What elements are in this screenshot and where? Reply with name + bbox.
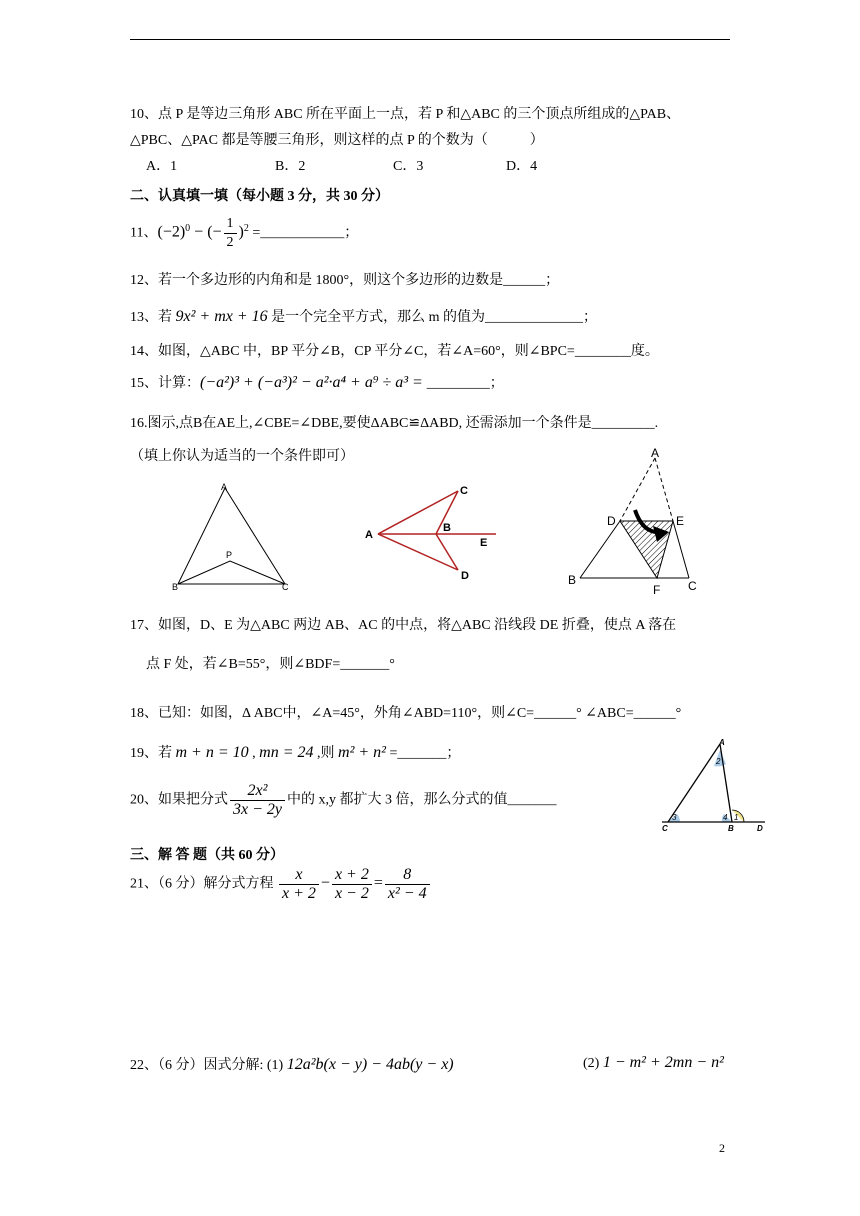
q22-math2: 1 − m² + 2mn − n² — [602, 1054, 724, 1071]
q12: 12、若一个多边形的内角和是 1800°，则这个多边形的边数是______； — [130, 273, 560, 288]
page-number: 2 — [719, 1141, 725, 1155]
q19-math-c: m² + n² — [338, 744, 386, 761]
fig1-label-c: C — [282, 582, 289, 592]
q21-label: 21、（6 分）解分式方程 — [130, 876, 274, 892]
q21 — [130, 866, 432, 903]
q21-fraction-3 — [385, 866, 430, 903]
fig4-label-a: A — [719, 738, 725, 747]
q20-label: 20、如果把分式 — [130, 792, 228, 808]
section-2-title: 二、认真填一填（每小题 3 分，共 30 分） — [130, 189, 389, 204]
fig2-label-e: E — [480, 537, 488, 549]
fig2-label-c: C — [460, 485, 468, 497]
figure-triangle-p — [165, 478, 300, 593]
q11-den: 2 — [226, 235, 234, 250]
q22-part2 — [583, 1054, 724, 1072]
fig4-label-d: D — [757, 824, 763, 833]
q21-equals: = — [373, 874, 383, 892]
q21-f2-num: x + 2 — [332, 866, 372, 885]
fig1-label-p: P — [226, 550, 233, 560]
fig3-label-f: F — [653, 583, 661, 597]
q21-f1-den: x + 2 — [282, 885, 316, 902]
q20-fraction — [230, 782, 285, 819]
q20-tail: 中的 x,y 都扩大 3 倍，那么分式的值_______ — [287, 792, 557, 808]
fig2-label-d: D — [461, 570, 469, 582]
q10-option-b: B．2 — [275, 159, 306, 174]
q19 — [130, 742, 460, 762]
fig4-label-c: C — [662, 824, 668, 833]
q21-f2-den: x − 2 — [334, 885, 369, 902]
fig2-label-b: B — [443, 522, 451, 534]
figure-congruent-lines — [362, 480, 502, 585]
fig3-label-d: D — [607, 514, 616, 528]
q22-part1 — [130, 1054, 454, 1074]
fig4-angle-1: 1 — [734, 813, 739, 822]
fig1-label-b: B — [172, 582, 179, 592]
q10-option-a: A．1 — [146, 159, 178, 174]
q11-base: (−2) — [157, 223, 186, 241]
header-rule — [130, 39, 730, 40]
q10-line1: 10、点 P 是等边三角形 ABC 所在平面上一点，若 P 和△ABC 的三个顶点所组成的△PAB、 — [130, 107, 681, 122]
q19-then: ,则 — [313, 746, 339, 761]
q16-line2: （填上你认为适当的一个条件即可） — [130, 449, 354, 464]
q11-exp2: 2 — [243, 223, 249, 235]
q11-exp0: 0 — [185, 223, 191, 235]
q17-line2: 点 F 处，若∠B=55°，则∠BDF=_______° — [146, 657, 395, 672]
section-3-title: 三、解 答 题（共 60 分） — [130, 848, 284, 863]
fig4-angle-4: 4 — [723, 813, 728, 822]
q13 — [130, 306, 597, 326]
q21-fraction-1 — [279, 866, 319, 903]
q11-blank: =____________； — [248, 225, 359, 241]
figure-folded-triangle — [565, 444, 700, 599]
fig3-label-a: A — [651, 446, 660, 460]
q15 — [130, 372, 504, 392]
q22-label2: (2) — [583, 1056, 603, 1071]
q21-minus: − — [320, 874, 330, 892]
q11-fraction — [224, 215, 237, 252]
q16-line1: 16.图示,点B在AE上,∠CBE=∠DBE,要使ΔABC≌ΔABD, 还需添加一个条件是_________. — [130, 416, 659, 431]
fig1-label-a: A — [221, 482, 228, 492]
q19-sep: , — [248, 746, 260, 761]
fig4-angle-2: 2 — [716, 757, 721, 766]
q18: 18、已知：如图，Δ ABC中，∠A=45°，外角∠ABD=110°，则∠C=______° ∠ABC=______° — [130, 706, 682, 721]
q21-fraction-2 — [332, 866, 372, 903]
q13-math: 9x² + mx + 16 — [175, 308, 268, 325]
fig3-label-c: C — [688, 579, 697, 593]
fig4-label-b: B — [728, 824, 734, 833]
q22-label: 22、（6 分）因式分解: (1) — [130, 1058, 287, 1073]
q10-option-c: C．3 — [393, 159, 424, 174]
fig3-label-e: E — [676, 514, 685, 528]
q11-label: 11、 — [130, 225, 158, 241]
q10-option-d: D．4 — [506, 159, 538, 174]
q14: 14、如图，△ABC 中，BP 平分∠B，CP 平分∠C，若∠A=60°，则∠BPC=________度。 — [130, 344, 659, 359]
q19-label: 19、若 — [130, 746, 176, 761]
figure-exterior-angle — [660, 736, 770, 834]
q10-line2: △PBC、△PAC 都是等腰三角形，则这样的点 P 的个数为（ ） — [130, 133, 544, 148]
q19-math-a: m + n = 10 — [175, 744, 249, 761]
q21-f3-num: 8 — [385, 866, 430, 885]
q15-math: (−a²)³ + (−a³)² − a²·a⁴ + a⁹ ÷ a³ = — [200, 374, 427, 391]
q11-num: 1 — [224, 215, 237, 234]
fig4-angle-3: 3 — [672, 813, 677, 822]
q15-label: 15、计算： — [130, 376, 200, 391]
q21-f3-den: x² − 4 — [387, 885, 427, 902]
q20-num: 2x² — [230, 782, 285, 801]
fig2-label-a: A — [365, 529, 373, 541]
q11-minus: − (− — [190, 223, 222, 241]
q20 — [130, 782, 557, 819]
fig3-label-b: B — [568, 573, 577, 587]
q13-tail: 是一个完全平方式，那么 m 的值为______________； — [267, 310, 598, 325]
q15-blank: _________； — [426, 376, 504, 391]
q21-f1-num: x — [279, 866, 319, 885]
q11-close: ) — [238, 223, 244, 241]
q22-math1: 12a²b(x − y) − 4ab(y − x) — [286, 1056, 454, 1073]
q13-label: 13、若 — [130, 310, 176, 325]
q17-line1: 17、如图，D、E 为△ABC 两边 AB、AC 的中点，将△ABC 沿线段 DE 折叠，使点 A 落在 — [130, 618, 677, 633]
q11 — [130, 215, 358, 252]
q19-math-b: mn = 24 — [259, 744, 314, 761]
q19-blank: =_______； — [385, 746, 461, 761]
q20-den: 3x − 2y — [233, 801, 282, 818]
